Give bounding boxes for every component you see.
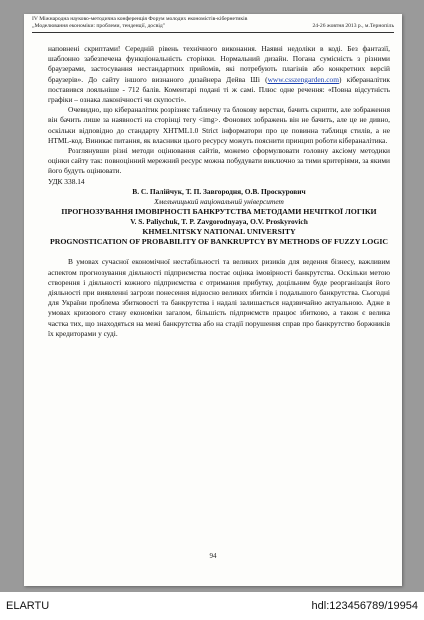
paragraph-1 — [48, 44, 390, 105]
paragraph-2: Очевидно, що кібераналітик розрізняє табличну та блокову верстки, бачить скрипти, але зображення він бачить лише за наявності на сторінці тегу <img>. Фонових зображень він не бачить, але це не дивно, оскільки відповідно до стандарту XHTML1.0 Strict інформатори про це повинна таблиця стилів, а не HTML-код. Виникає питання, як власники цього ресурсу можуть пояснити принцип роботи кібераналітика. — [48, 105, 390, 145]
paragraph-1-text: наповнені скриптами! Середній рівень технічного виконання. Наявні недоліки в коді. Без фантазії, шаблонно забезпечена функціональність сторінки. Нормальний дизайн. Погана сумісність з різними браузерами, застосування нестандартних прийомів, які потребують плагінів або конкретних версій браузерів». До сайту іншого визнаного дизайнера Дейва Ші ( — [48, 44, 390, 84]
document-page — [24, 14, 402, 586]
page-body — [48, 44, 390, 339]
paragraph-3: Розглянувши різні методи оцінювання сайтів, можемо сформулювати головну аксіому методики оцінки сайту так: повноцінний мережний ресурс можна побудувати виключно за тими критеріями, за якими його будуть оцінювати. — [48, 146, 390, 176]
authors-en: V. S. Paliychuk, T. P. Zavgorodnyaya, O.V. Proskyrovich — [130, 217, 308, 227]
running-header — [32, 16, 394, 33]
article-title-ua: ПРОГНОЗУВАННЯ ІМОВІРНОСТІ БАНКРУТСТВА МЕТОДАМИ НЕЧІТКОЇ ЛОГІКИ — [61, 207, 377, 217]
header-line-2 — [32, 23, 394, 30]
header-date-place: 24-26 жовтня 2013 р., м.Тернопіль — [312, 23, 394, 29]
affiliation-en: KHMELNITSKY NATIONAL UNIVERSITY — [142, 227, 296, 237]
article-title-en: PROGNOSTICATION OF PROBABILITY OF BANKRUPTCY BY METHODS OF FUZZY LOGIC — [49, 237, 389, 247]
paragraph-4: В умовах сучасної економічної нестабільності та великих ризиків для ведення бізнесу, важливим аспектом прогнозування діяльності підприємства постає оцінка імовірності банкрутства. Оскільки метою створення і діяльності кожного підприємства є отримання прибутку, доцільним буде реорганізація його діяльності при виявленні загрози понесення відносно великих збитків і подальшого банкрутства. Сьогодні для України проблема збитковості та банкрутства і надалі залишається надзвичайно актуальною. Адже в умовах кризового стану економіки загалом, більшість підприємств працює збитково, а також є велика частка тих, що знаходяться на межі банкрутства або на стадії порушення справ про банкрутство боржників їх кредиторами у суді. — [48, 257, 390, 338]
repository-footer — [0, 592, 424, 620]
handle-identifier[interactable]: hdl:123456789/19954 — [311, 600, 418, 612]
header-line-1: IV Міжнародна науково-методична конференція Форум молодих економістів-кібернетиків — [32, 16, 248, 22]
authors-ua: В. С. Палійчук, Т. П. Завгородня, О.В. Проскурович — [132, 186, 306, 196]
paragraph-1-rest: ) кібераналітик поставився лояльніше - 712 балів. Коментарі подані ті ж самі. Плюс одне речення: «Повна відсутність графіки – ознака лаконічності чи скупості». — [48, 74, 390, 105]
repository-name: ELARTU — [6, 600, 50, 612]
affiliation-ua: Хмельницький національний університет — [154, 197, 284, 207]
csszengarden-link[interactable]: www.csszengarden.com — [267, 74, 339, 84]
udk-code: УДК 338.14 — [48, 176, 85, 186]
header-conference-title: „Моделювання економіки: проблеми, тенденції, досвід" — [32, 23, 166, 29]
page-number: 94 — [209, 552, 217, 560]
